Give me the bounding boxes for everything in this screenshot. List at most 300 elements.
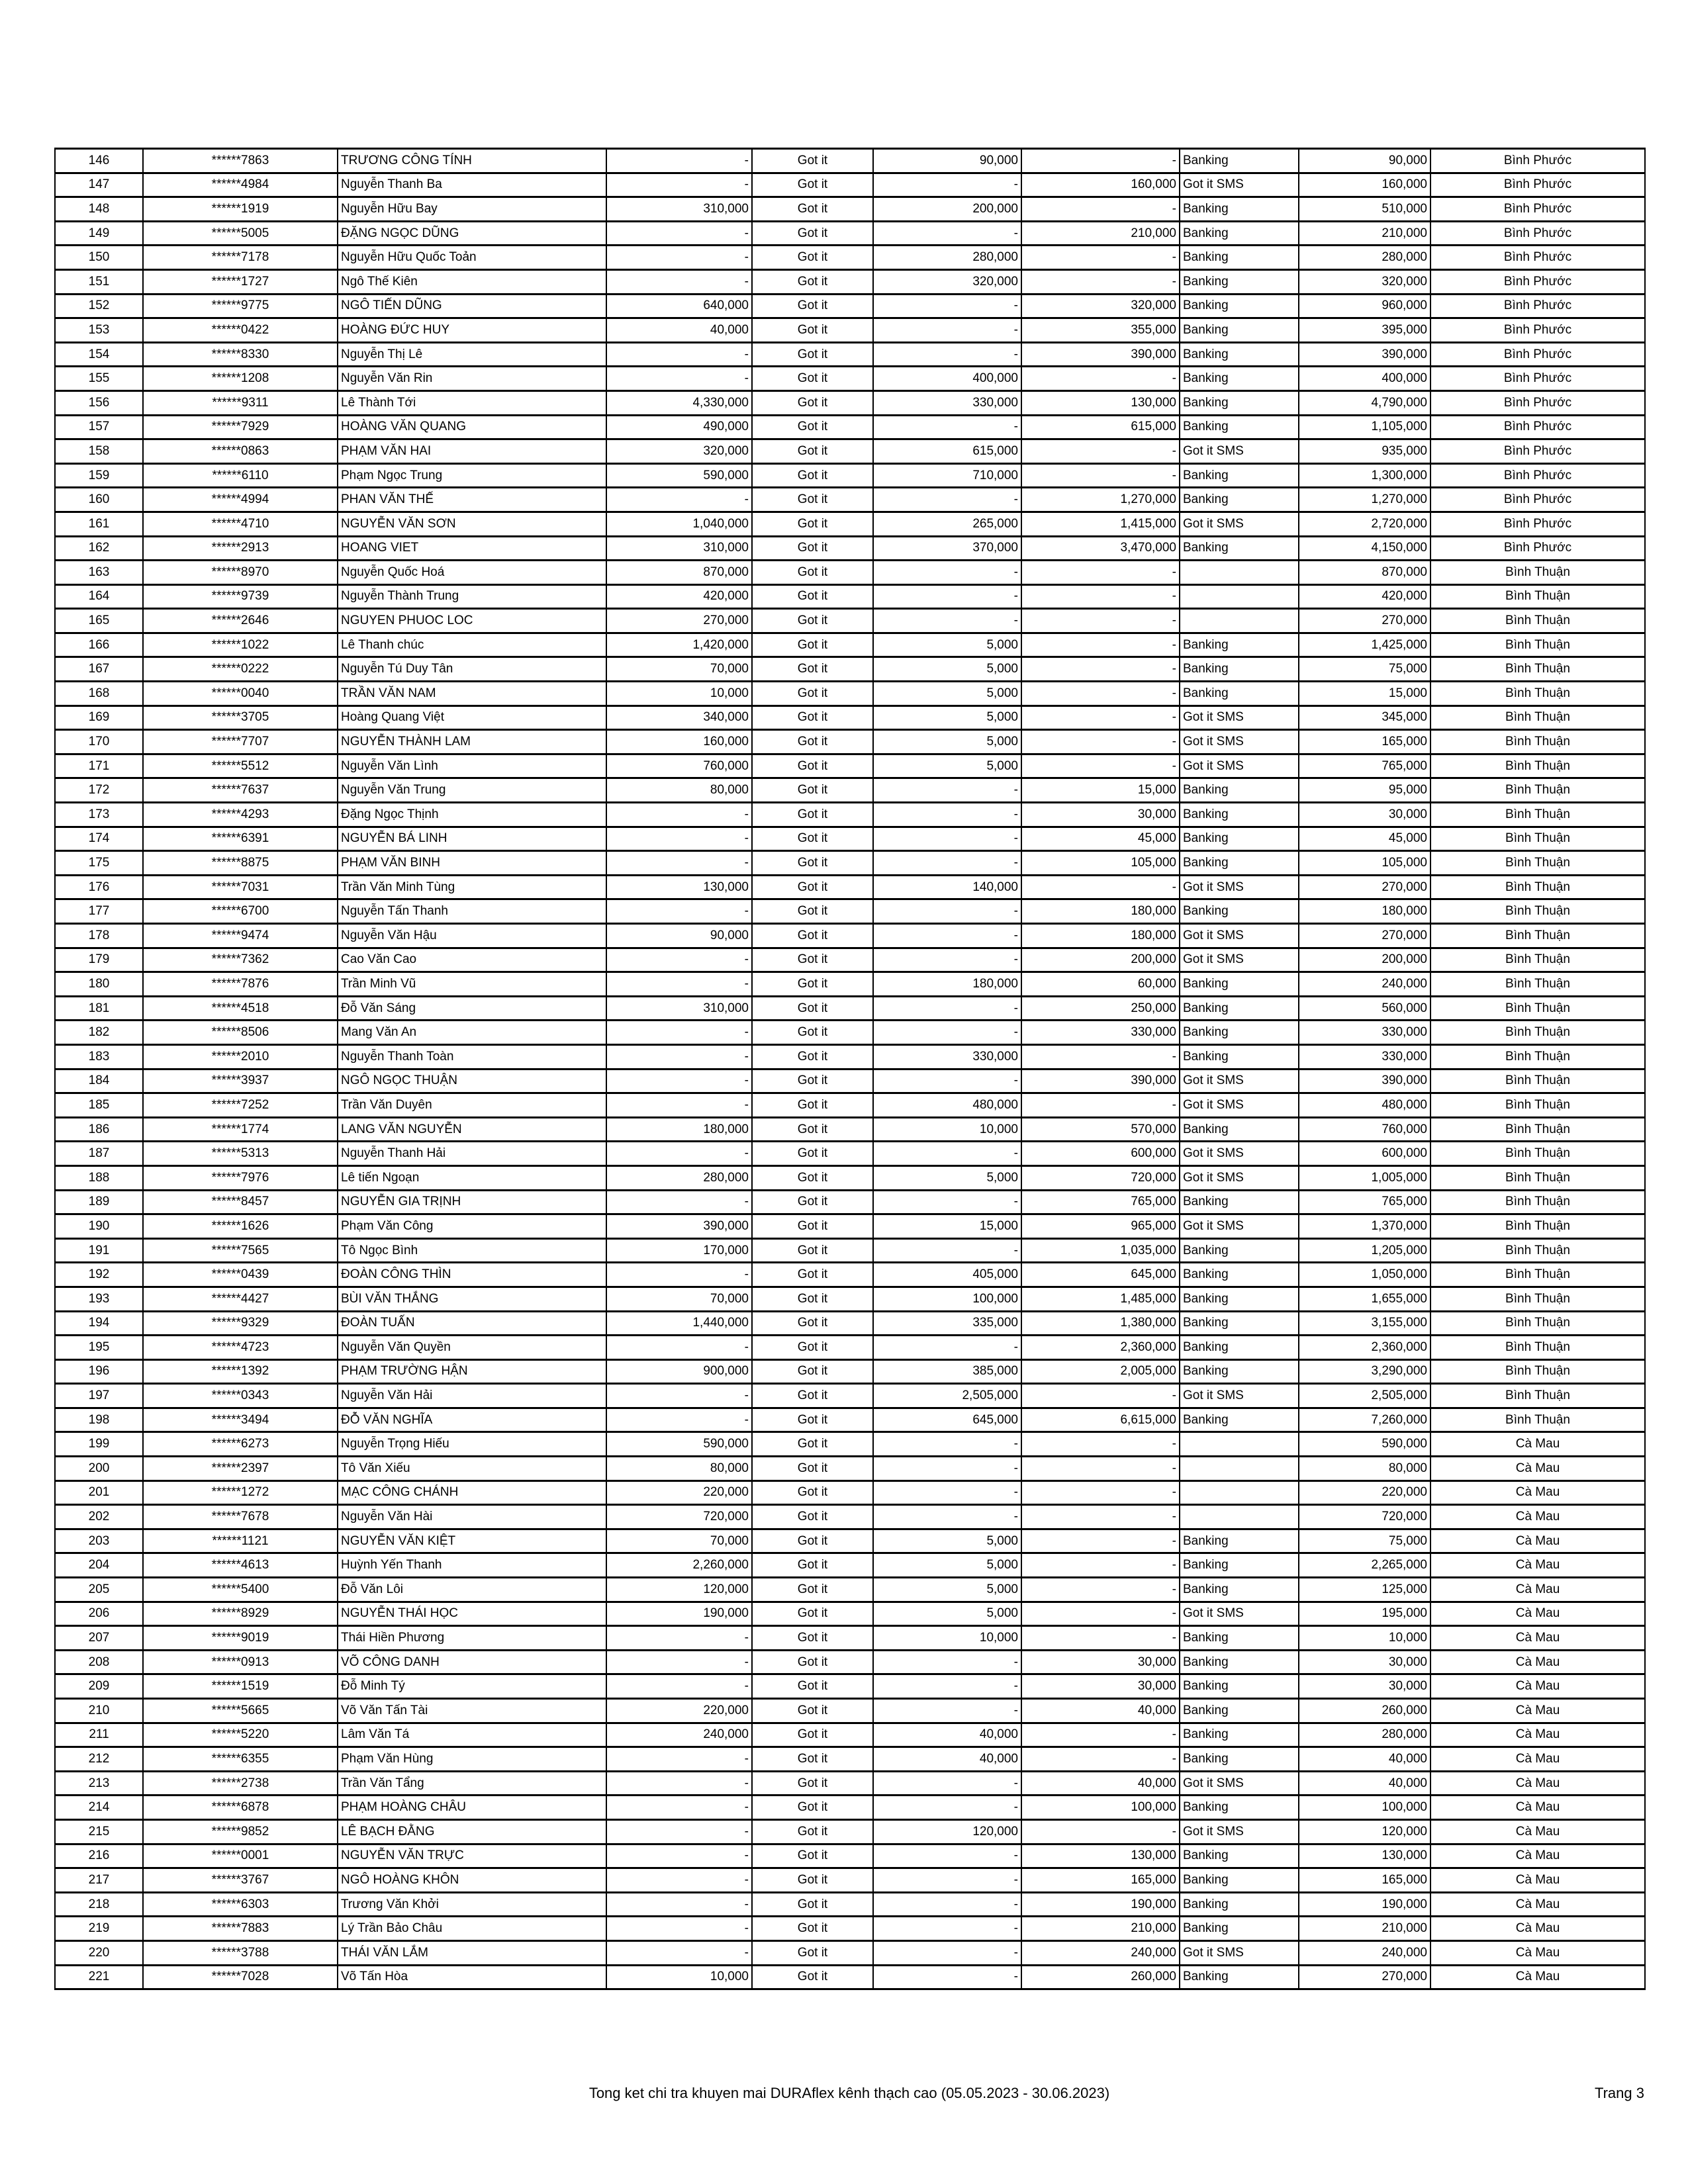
cell-amount-1: 70,000 bbox=[606, 657, 752, 682]
cell-got-it-status: Got it bbox=[752, 924, 873, 948]
cell-amount-1: - bbox=[606, 1892, 752, 1917]
cell-total-amount: 40,000 bbox=[1299, 1771, 1430, 1796]
cell-total-amount: 45,000 bbox=[1299, 827, 1430, 851]
cell-got-it-status: Got it bbox=[752, 561, 873, 585]
cell-province: Bình Thuận bbox=[1430, 561, 1645, 585]
cell-amount-2: 5,000 bbox=[873, 730, 1021, 754]
cell-province: Bình Thuận bbox=[1430, 1311, 1645, 1336]
cell-amount-2: 40,000 bbox=[873, 1747, 1021, 1772]
cell-amount-2: - bbox=[873, 899, 1021, 924]
cell-amount-2: - bbox=[873, 1432, 1021, 1457]
cell-amount-1: 80,000 bbox=[606, 1457, 752, 1481]
cell-masked-id: ******9775 bbox=[143, 294, 338, 318]
cell-payment-method: Got it SMS bbox=[1180, 1771, 1299, 1796]
cell-amount-1: 180,000 bbox=[606, 1117, 752, 1142]
cell-total-amount: 320,000 bbox=[1299, 269, 1430, 294]
cell-province: Bình Thuận bbox=[1430, 754, 1645, 778]
cell-amount-3: - bbox=[1021, 609, 1180, 633]
cell-stt: 192 bbox=[55, 1263, 143, 1287]
cell-stt: 188 bbox=[55, 1165, 143, 1190]
cell-customer-name: Trần Văn Minh Tùng bbox=[338, 875, 606, 899]
cell-stt: 187 bbox=[55, 1142, 143, 1166]
cell-masked-id: ******6355 bbox=[143, 1747, 338, 1772]
cell-total-amount: 195,000 bbox=[1299, 1602, 1430, 1626]
cell-amount-3: - bbox=[1021, 463, 1180, 488]
cell-got-it-status: Got it bbox=[752, 246, 873, 270]
cell-amount-3: 260,000 bbox=[1021, 1965, 1180, 1989]
table-row bbox=[55, 633, 1645, 657]
cell-total-amount: 2,720,000 bbox=[1299, 512, 1430, 536]
cell-amount-3: 40,000 bbox=[1021, 1699, 1180, 1723]
cell-province: Bình Thuận bbox=[1430, 778, 1645, 803]
cell-payment-method: Banking bbox=[1180, 851, 1299, 876]
cell-masked-id: ******7031 bbox=[143, 875, 338, 899]
cell-total-amount: 1,425,000 bbox=[1299, 633, 1430, 657]
cell-payment-method: Banking bbox=[1180, 1336, 1299, 1360]
cell-total-amount: 960,000 bbox=[1299, 294, 1430, 318]
cell-stt: 183 bbox=[55, 1044, 143, 1069]
cell-amount-3: 240,000 bbox=[1021, 1940, 1180, 1965]
cell-total-amount: 1,270,000 bbox=[1299, 488, 1430, 512]
cell-stt: 210 bbox=[55, 1699, 143, 1723]
cell-stt: 214 bbox=[55, 1796, 143, 1820]
cell-amount-2: - bbox=[873, 1699, 1021, 1723]
cell-amount-3: - bbox=[1021, 1529, 1180, 1553]
cell-payment-method: Got it SMS bbox=[1180, 439, 1299, 464]
cell-amount-3: - bbox=[1021, 149, 1180, 173]
cell-customer-name: TRẦN VĂN NAM bbox=[338, 682, 606, 706]
cell-province: Bình Phước bbox=[1430, 463, 1645, 488]
table-row bbox=[55, 1480, 1645, 1505]
cell-masked-id: ******5313 bbox=[143, 1142, 338, 1166]
cell-amount-2: 140,000 bbox=[873, 875, 1021, 899]
cell-amount-1: - bbox=[606, 342, 752, 367]
cell-masked-id: ******3494 bbox=[143, 1408, 338, 1432]
cell-amount-2: 400,000 bbox=[873, 367, 1021, 391]
cell-total-amount: 4,790,000 bbox=[1299, 390, 1430, 415]
cell-province: Cà Mau bbox=[1430, 1505, 1645, 1529]
cell-total-amount: 280,000 bbox=[1299, 246, 1430, 270]
cell-got-it-status: Got it bbox=[752, 415, 873, 439]
cell-got-it-status: Got it bbox=[752, 1892, 873, 1917]
cell-customer-name: NGUYỄN BÁ LINH bbox=[338, 827, 606, 851]
cell-got-it-status: Got it bbox=[752, 1408, 873, 1432]
cell-payment-method: Got it SMS bbox=[1180, 754, 1299, 778]
cell-total-amount: 95,000 bbox=[1299, 778, 1430, 803]
cell-total-amount: 120,000 bbox=[1299, 1819, 1430, 1844]
cell-amount-3: - bbox=[1021, 269, 1180, 294]
cell-masked-id: ******3705 bbox=[143, 705, 338, 730]
cell-masked-id: ******1727 bbox=[143, 269, 338, 294]
cell-province: Bình Thuận bbox=[1430, 1408, 1645, 1432]
cell-masked-id: ******7707 bbox=[143, 730, 338, 754]
cell-stt: 168 bbox=[55, 682, 143, 706]
cell-customer-name: Nguyễn Quốc Hoá bbox=[338, 561, 606, 585]
cell-amount-1: - bbox=[606, 488, 752, 512]
cell-payment-method: Banking bbox=[1180, 1044, 1299, 1069]
table-row bbox=[55, 1359, 1645, 1384]
cell-amount-2: - bbox=[873, 1650, 1021, 1674]
cell-total-amount: 765,000 bbox=[1299, 754, 1430, 778]
cell-payment-method: Got it SMS bbox=[1180, 1940, 1299, 1965]
cell-payment-method bbox=[1180, 1432, 1299, 1457]
cell-masked-id: ******2397 bbox=[143, 1457, 338, 1481]
cell-amount-1: - bbox=[606, 827, 752, 851]
cell-amount-2: - bbox=[873, 948, 1021, 972]
cell-stt: 179 bbox=[55, 948, 143, 972]
table-row bbox=[55, 584, 1645, 609]
cell-payment-method: Banking bbox=[1180, 1699, 1299, 1723]
cell-customer-name: HOANG VIET bbox=[338, 536, 606, 561]
cell-amount-3: 40,000 bbox=[1021, 1771, 1180, 1796]
cell-customer-name: Trương Văn Khởi bbox=[338, 1892, 606, 1917]
cell-total-amount: 270,000 bbox=[1299, 609, 1430, 633]
cell-got-it-status: Got it bbox=[752, 367, 873, 391]
cell-payment-method: Got it SMS bbox=[1180, 875, 1299, 899]
table-row bbox=[55, 682, 1645, 706]
cell-amount-3: - bbox=[1021, 1432, 1180, 1457]
cell-total-amount: 190,000 bbox=[1299, 1892, 1430, 1917]
cell-payment-method: Banking bbox=[1180, 463, 1299, 488]
cell-customer-name: NGUYỄN VĂN KIỆT bbox=[338, 1529, 606, 1553]
cell-amount-1: - bbox=[606, 246, 752, 270]
cell-masked-id: ******8506 bbox=[143, 1021, 338, 1045]
table-row bbox=[55, 948, 1645, 972]
cell-payment-method: Banking bbox=[1180, 1892, 1299, 1917]
cell-total-amount: 125,000 bbox=[1299, 1578, 1430, 1602]
cell-amount-3: 190,000 bbox=[1021, 1892, 1180, 1917]
cell-total-amount: 1,370,000 bbox=[1299, 1214, 1430, 1239]
cell-amount-3: 200,000 bbox=[1021, 948, 1180, 972]
cell-amount-3: 600,000 bbox=[1021, 1142, 1180, 1166]
cell-province: Bình Thuận bbox=[1430, 1190, 1645, 1214]
cell-stt: 186 bbox=[55, 1117, 143, 1142]
cell-masked-id: ******1919 bbox=[143, 197, 338, 222]
cell-customer-name: NGÔ TIẾN DŨNG bbox=[338, 294, 606, 318]
table-row bbox=[55, 561, 1645, 585]
table-row bbox=[55, 1771, 1645, 1796]
table-row bbox=[55, 246, 1645, 270]
cell-stt: 190 bbox=[55, 1214, 143, 1239]
cell-customer-name: THÁI VĂN LẮM bbox=[338, 1940, 606, 1965]
cell-customer-name: Lê Thành Tới bbox=[338, 390, 606, 415]
cell-got-it-status: Got it bbox=[752, 803, 873, 827]
table-row bbox=[55, 1723, 1645, 1747]
cell-got-it-status: Got it bbox=[752, 1626, 873, 1651]
cell-amount-3: 30,000 bbox=[1021, 803, 1180, 827]
cell-customer-name: Ngô Thế Kiên bbox=[338, 269, 606, 294]
cell-payment-method: Got it SMS bbox=[1180, 1214, 1299, 1239]
cell-amount-1: 40,000 bbox=[606, 318, 752, 343]
cell-amount-3: 320,000 bbox=[1021, 294, 1180, 318]
cell-masked-id: ******7976 bbox=[143, 1165, 338, 1190]
cell-total-amount: 330,000 bbox=[1299, 1044, 1430, 1069]
cell-province: Bình Thuận bbox=[1430, 1069, 1645, 1093]
cell-amount-1: 220,000 bbox=[606, 1699, 752, 1723]
cell-customer-name: NGUYỄN THÁI HỌC bbox=[338, 1602, 606, 1626]
cell-province: Bình Thuận bbox=[1430, 875, 1645, 899]
cell-total-amount: 1,005,000 bbox=[1299, 1165, 1430, 1190]
cell-got-it-status: Got it bbox=[752, 1287, 873, 1311]
cell-total-amount: 260,000 bbox=[1299, 1699, 1430, 1723]
cell-masked-id: ******5005 bbox=[143, 221, 338, 246]
cell-province: Cà Mau bbox=[1430, 1723, 1645, 1747]
cell-amount-3: - bbox=[1021, 584, 1180, 609]
cell-customer-name: Nguyễn Thị Lê bbox=[338, 342, 606, 367]
cell-total-amount: 270,000 bbox=[1299, 875, 1430, 899]
table-row bbox=[55, 488, 1645, 512]
cell-amount-1: - bbox=[606, 367, 752, 391]
cell-province: Bình Thuận bbox=[1430, 996, 1645, 1021]
cell-total-amount: 165,000 bbox=[1299, 730, 1430, 754]
cell-amount-2: - bbox=[873, 1796, 1021, 1820]
table-row bbox=[55, 1457, 1645, 1481]
cell-stt: 155 bbox=[55, 367, 143, 391]
cell-customer-name: LANG VĂN NGUYỄN bbox=[338, 1117, 606, 1142]
cell-amount-2: 2,505,000 bbox=[873, 1384, 1021, 1408]
cell-payment-method: Banking bbox=[1180, 1868, 1299, 1893]
table-row bbox=[55, 1844, 1645, 1868]
cell-got-it-status: Got it bbox=[752, 390, 873, 415]
cell-amount-1: - bbox=[606, 1336, 752, 1360]
table-row bbox=[55, 609, 1645, 633]
cell-amount-1: 1,420,000 bbox=[606, 633, 752, 657]
cell-province: Bình Phước bbox=[1430, 488, 1645, 512]
cell-amount-3: 570,000 bbox=[1021, 1117, 1180, 1142]
cell-customer-name: Lê tiến Ngoạn bbox=[338, 1165, 606, 1190]
cell-province: Bình Phước bbox=[1430, 221, 1645, 246]
cell-amount-2: 405,000 bbox=[873, 1263, 1021, 1287]
table-row bbox=[55, 1940, 1645, 1965]
cell-masked-id: ******3788 bbox=[143, 1940, 338, 1965]
cell-got-it-status: Got it bbox=[752, 294, 873, 318]
cell-amount-2: - bbox=[873, 1480, 1021, 1505]
table-row bbox=[55, 1263, 1645, 1287]
cell-total-amount: 510,000 bbox=[1299, 197, 1430, 222]
cell-amount-2: - bbox=[873, 342, 1021, 367]
cell-amount-3: - bbox=[1021, 1578, 1180, 1602]
cell-amount-1: 390,000 bbox=[606, 1214, 752, 1239]
cell-amount-3: 180,000 bbox=[1021, 924, 1180, 948]
cell-payment-method: Banking bbox=[1180, 221, 1299, 246]
cell-amount-3: - bbox=[1021, 1480, 1180, 1505]
table-row bbox=[55, 754, 1645, 778]
table-row bbox=[55, 1214, 1645, 1239]
cell-masked-id: ******5220 bbox=[143, 1723, 338, 1747]
cell-amount-3: 60,000 bbox=[1021, 972, 1180, 997]
cell-province: Cà Mau bbox=[1430, 1771, 1645, 1796]
cell-got-it-status: Got it bbox=[752, 197, 873, 222]
cell-amount-2: 5,000 bbox=[873, 1602, 1021, 1626]
table-row bbox=[55, 149, 1645, 173]
cell-customer-name: Tô Ngọc Bình bbox=[338, 1238, 606, 1263]
cell-amount-1: - bbox=[606, 1190, 752, 1214]
cell-amount-3: 3,470,000 bbox=[1021, 536, 1180, 561]
cell-stt: 156 bbox=[55, 390, 143, 415]
table-row bbox=[55, 778, 1645, 803]
cell-got-it-status: Got it bbox=[752, 342, 873, 367]
cell-payment-method: Got it SMS bbox=[1180, 705, 1299, 730]
cell-payment-method: Banking bbox=[1180, 1796, 1299, 1820]
cell-amount-2: 5,000 bbox=[873, 1165, 1021, 1190]
cell-payment-method: Banking bbox=[1180, 1529, 1299, 1553]
cell-stt: 146 bbox=[55, 149, 143, 173]
cell-payment-method: Got it SMS bbox=[1180, 173, 1299, 197]
cell-stt: 164 bbox=[55, 584, 143, 609]
cell-stt: 213 bbox=[55, 1771, 143, 1796]
cell-province: Cà Mau bbox=[1430, 1965, 1645, 1989]
cell-total-amount: 480,000 bbox=[1299, 1093, 1430, 1118]
cell-masked-id: ******4427 bbox=[143, 1287, 338, 1311]
cell-total-amount: 4,150,000 bbox=[1299, 536, 1430, 561]
cell-stt: 177 bbox=[55, 899, 143, 924]
cell-masked-id: ******9329 bbox=[143, 1311, 338, 1336]
cell-amount-2: 120,000 bbox=[873, 1819, 1021, 1844]
table-row bbox=[55, 1965, 1645, 1989]
cell-amount-1: 870,000 bbox=[606, 561, 752, 585]
cell-stt: 159 bbox=[55, 463, 143, 488]
cell-stt: 178 bbox=[55, 924, 143, 948]
cell-payment-method: Banking bbox=[1180, 996, 1299, 1021]
cell-amount-2: - bbox=[873, 1142, 1021, 1166]
cell-total-amount: 210,000 bbox=[1299, 221, 1430, 246]
cell-masked-id: ******1121 bbox=[143, 1529, 338, 1553]
cell-got-it-status: Got it bbox=[752, 1238, 873, 1263]
table-row bbox=[55, 1336, 1645, 1360]
table-row bbox=[55, 1796, 1645, 1820]
cell-payment-method: Banking bbox=[1180, 1965, 1299, 1989]
cell-province: Bình Thuận bbox=[1430, 851, 1645, 876]
cell-amount-3: 1,485,000 bbox=[1021, 1287, 1180, 1311]
cell-payment-method: Got it SMS bbox=[1180, 1165, 1299, 1190]
cell-total-amount: 100,000 bbox=[1299, 1796, 1430, 1820]
cell-amount-1: - bbox=[606, 173, 752, 197]
cell-stt: 207 bbox=[55, 1626, 143, 1651]
cell-amount-2: - bbox=[873, 294, 1021, 318]
cell-payment-method: Banking bbox=[1180, 827, 1299, 851]
cell-masked-id: ******3937 bbox=[143, 1069, 338, 1093]
cell-stt: 200 bbox=[55, 1457, 143, 1481]
cell-customer-name: PHẠM VĂN BINH bbox=[338, 851, 606, 876]
cell-masked-id: ******8875 bbox=[143, 851, 338, 876]
cell-total-amount: 90,000 bbox=[1299, 149, 1430, 173]
cell-customer-name: Võ Văn Tấn Tài bbox=[338, 1699, 606, 1723]
cell-amount-1: 590,000 bbox=[606, 1432, 752, 1457]
cell-amount-2: 5,000 bbox=[873, 705, 1021, 730]
cell-amount-2: 615,000 bbox=[873, 439, 1021, 464]
cell-masked-id: ******7883 bbox=[143, 1917, 338, 1941]
cell-province: Bình Thuận bbox=[1430, 1238, 1645, 1263]
cell-customer-name: Đỗ Minh Tý bbox=[338, 1674, 606, 1699]
cell-payment-method: Got it SMS bbox=[1180, 730, 1299, 754]
cell-amount-3: 180,000 bbox=[1021, 899, 1180, 924]
cell-stt: 182 bbox=[55, 1021, 143, 1045]
cell-amount-3: 165,000 bbox=[1021, 1868, 1180, 1893]
cell-amount-1: - bbox=[606, 899, 752, 924]
cell-stt: 216 bbox=[55, 1844, 143, 1868]
cell-got-it-status: Got it bbox=[752, 584, 873, 609]
cell-masked-id: ******0222 bbox=[143, 657, 338, 682]
cell-amount-1: - bbox=[606, 269, 752, 294]
table-row bbox=[55, 1747, 1645, 1772]
cell-province: Bình Thuận bbox=[1430, 1044, 1645, 1069]
cell-amount-2: 5,000 bbox=[873, 633, 1021, 657]
cell-total-amount: 165,000 bbox=[1299, 1868, 1430, 1893]
cell-customer-name: NGÔ NGỌC THUẬN bbox=[338, 1069, 606, 1093]
cell-stt: 201 bbox=[55, 1480, 143, 1505]
cell-masked-id: ******8929 bbox=[143, 1602, 338, 1626]
table-row bbox=[55, 1238, 1645, 1263]
cell-amount-1: - bbox=[606, 1868, 752, 1893]
cell-province: Cà Mau bbox=[1430, 1626, 1645, 1651]
cell-masked-id: ******1392 bbox=[143, 1359, 338, 1384]
cell-province: Bình Phước bbox=[1430, 294, 1645, 318]
cell-province: Bình Thuận bbox=[1430, 1021, 1645, 1045]
cell-amount-3: 645,000 bbox=[1021, 1263, 1180, 1287]
cell-got-it-status: Got it bbox=[752, 1819, 873, 1844]
cell-customer-name: Cao Văn Cao bbox=[338, 948, 606, 972]
cell-province: Cà Mau bbox=[1430, 1819, 1645, 1844]
cell-total-amount: 600,000 bbox=[1299, 1142, 1430, 1166]
table-row bbox=[55, 1021, 1645, 1045]
cell-customer-name: Nguyễn Thanh Toàn bbox=[338, 1044, 606, 1069]
cell-payment-method: Banking bbox=[1180, 778, 1299, 803]
cell-masked-id: ******2738 bbox=[143, 1771, 338, 1796]
cell-amount-1: - bbox=[606, 1771, 752, 1796]
cell-got-it-status: Got it bbox=[752, 149, 873, 173]
cell-payment-method: Banking bbox=[1180, 1578, 1299, 1602]
cell-stt: 212 bbox=[55, 1747, 143, 1772]
cell-got-it-status: Got it bbox=[752, 1723, 873, 1747]
cell-stt: 170 bbox=[55, 730, 143, 754]
cell-amount-2: - bbox=[873, 1457, 1021, 1481]
cell-payment-method: Banking bbox=[1180, 367, 1299, 391]
cell-total-amount: 1,105,000 bbox=[1299, 415, 1430, 439]
cell-province: Cà Mau bbox=[1430, 1747, 1645, 1772]
cell-total-amount: 240,000 bbox=[1299, 972, 1430, 997]
cell-amount-3: - bbox=[1021, 754, 1180, 778]
cell-masked-id: ******7252 bbox=[143, 1093, 338, 1118]
cell-amount-2: 280,000 bbox=[873, 246, 1021, 270]
cell-province: Cà Mau bbox=[1430, 1844, 1645, 1868]
cell-amount-2: 330,000 bbox=[873, 1044, 1021, 1069]
cell-amount-1: - bbox=[606, 1674, 752, 1699]
cell-amount-3: - bbox=[1021, 246, 1180, 270]
cell-customer-name: Nguyễn Tấn Thanh bbox=[338, 899, 606, 924]
cell-stt: 161 bbox=[55, 512, 143, 536]
cell-masked-id: ******4723 bbox=[143, 1336, 338, 1360]
cell-customer-name: Nguyễn Hữu Bay bbox=[338, 197, 606, 222]
cell-masked-id: ******9019 bbox=[143, 1626, 338, 1651]
cell-got-it-status: Got it bbox=[752, 1771, 873, 1796]
cell-masked-id: ******0422 bbox=[143, 318, 338, 343]
cell-amount-1: - bbox=[606, 221, 752, 246]
cell-masked-id: ******8970 bbox=[143, 561, 338, 585]
cell-province: Bình Phước bbox=[1430, 367, 1645, 391]
cell-stt: 163 bbox=[55, 561, 143, 585]
cell-amount-3: - bbox=[1021, 561, 1180, 585]
cell-got-it-status: Got it bbox=[752, 827, 873, 851]
cell-stt: 154 bbox=[55, 342, 143, 367]
cell-amount-2: - bbox=[873, 318, 1021, 343]
cell-total-amount: 760,000 bbox=[1299, 1117, 1430, 1142]
cell-amount-3: - bbox=[1021, 705, 1180, 730]
table-row bbox=[55, 1190, 1645, 1214]
cell-amount-2: 5,000 bbox=[873, 682, 1021, 706]
cell-amount-3: 965,000 bbox=[1021, 1214, 1180, 1239]
cell-amount-3: 6,615,000 bbox=[1021, 1408, 1180, 1432]
cell-province: Cà Mau bbox=[1430, 1480, 1645, 1505]
